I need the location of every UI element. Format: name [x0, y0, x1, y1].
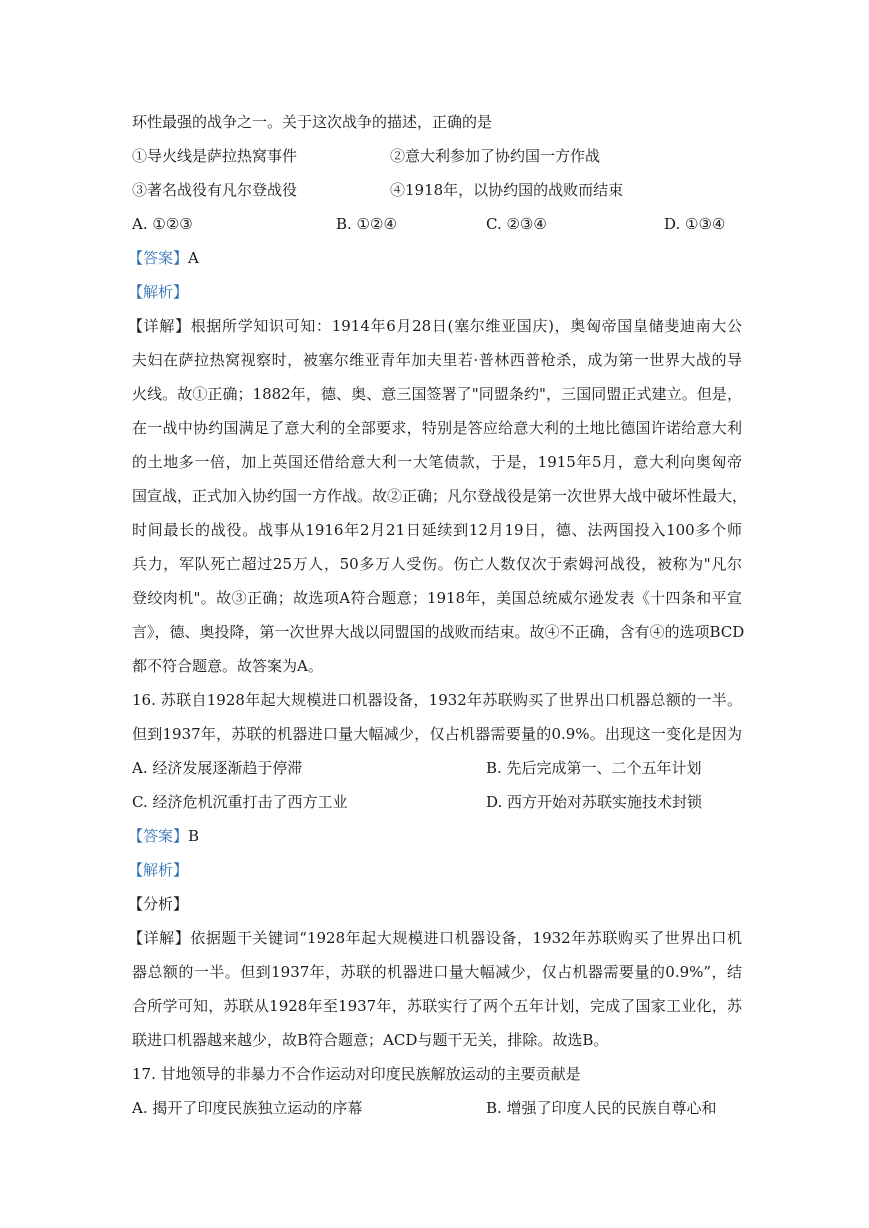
- q16-detail-line-3: 合所学可知，苏联从1928年至1937年，苏联实行了两个五年计划，完成了国家工业化，苏: [132, 997, 742, 1015]
- q15-answer-tag: 【答案】: [128, 249, 189, 267]
- q15-detail-tag: 【详解】: [128, 317, 191, 335]
- q16-detail-line-1: 【详解】依据题干关键词“1928年起大规模进口机器设备，1932年苏联购买了世界出口机: [128, 929, 742, 947]
- q15-detail-line-11: 都不符合题意。故答案为A。: [132, 657, 323, 675]
- q16-analysis-tag: 【解析】: [128, 861, 189, 879]
- q16-stem-line-2: 但到1937年，苏联的机器进口量大幅减少，仅占机器需要量的0.9%。出现这一变化是因为: [132, 725, 742, 743]
- q17-stem: 17. 甘地领导的非暴力不合作运动对印度民族解放运动的主要贡献是: [132, 1065, 581, 1083]
- q16-detail-tag: 【详解】: [128, 929, 191, 947]
- q15-option-d: D. ①③④: [664, 215, 726, 233]
- q16-answer-value: B: [188, 827, 200, 845]
- q17-option-a: A. 揭开了印度民族独立运动的序幕: [132, 1099, 363, 1117]
- q15-detail-line-2: 夫妇在萨拉热窝视察时，被塞尔维亚青年加夫里若·普林西普枪杀，成为第一世界大战的导: [132, 351, 742, 369]
- q15-option-b: B. ①②④: [336, 215, 397, 233]
- q15-detail-line-6: 国宣战，正式加入协约国一方作战。故②正确；凡尔登战役是第一次世界大战中破坏性最大，: [132, 487, 748, 505]
- q15-option-c: C. ②③④: [486, 215, 547, 233]
- q15-detail-line-9: 登绞肉机"。故③正确；故选项A符合题意；1918年，美国总统威尔逊发表《十四条和平宣: [132, 589, 742, 607]
- q15-detail-line-10: 言》，德、奥投降，第一次世界大战以同盟国的战败而结束。故④不正确，含有④的选项BCD: [132, 623, 745, 641]
- q15-statement-3: ③著名战役有凡尔登战役: [132, 181, 298, 199]
- q15-detail-line-4: 在一战中协约国满足了意大利的全部要求，特别是答应给意大利的土地比德国许诺给意大利: [132, 419, 742, 437]
- q16-option-a: A. 经济发展逐渐趋于停滞: [132, 759, 303, 777]
- q15-statement-2: ②意大利参加了协约国一方作战: [390, 147, 601, 165]
- q16-answer-tag: 【答案】: [128, 827, 189, 845]
- q16-stem-line-1: 16. 苏联自1928年起大规模进口机器设备，1932年苏联购买了世界出口机器总额的一半。: [132, 691, 742, 709]
- q15-analysis-tag: 【解析】: [128, 283, 189, 301]
- q16-option-c: C. 经济危机沉重打击了西方工业: [132, 793, 348, 811]
- q15-statement-1: ①导火线是萨拉热窝事件: [132, 147, 298, 165]
- q15-option-a: A. ①②③: [132, 215, 193, 233]
- q15-detail-line-5: 的土地多一倍，加上英国还借给意大利一大笔债款，于是，1915年5月，意大利向奥匈帝: [132, 453, 742, 471]
- q15-answer-value: A: [188, 249, 199, 267]
- q17-option-b: B. 增强了印度人民的民族自尊心和: [486, 1099, 717, 1117]
- q15-detail-line-3: 火线。故①正确；1882年，德、奥、意三国签署了"同盟条约"，三国同盟正式建立。但是，: [132, 385, 742, 403]
- q15-stem-tail: 环性最强的战争之一。关于这次战争的描述，正确的是: [132, 113, 493, 131]
- q16-detail-line-2: 器总额的一半。但到1937年，苏联的机器进口量大幅减少，仅占机器需要量的0.9%”，结: [132, 963, 742, 981]
- q15-statement-4: ④1918年，以协约国的战败而结束: [390, 181, 624, 199]
- q16-detail-line-4: 联进口机器越来越少，故B符合题意；ACD与题干无关，排除。故选B。: [132, 1031, 609, 1049]
- q16-answer: [128, 826, 199, 846]
- q16-option-d: D. 西方开始对苏联实施技术封锁: [486, 793, 703, 811]
- q15-detail-line-7: 时间最长的战役。战事从1916年2月21日延续到12月19日，德、法两国投入100多个师: [132, 521, 742, 539]
- q15-detail-line-8: 兵力，军队死亡超过25万人，50多万人受伤。伤亡人数仅次于索姆河战役，被称为"凡尔: [132, 555, 742, 573]
- q15-detail-line-1: 【详解】根据所学知识可知：1914年6月28日(塞尔维亚国庆)，奥匈帝国皇储斐迪南大公: [128, 317, 742, 335]
- q16-analyze-tag: 【分析】: [128, 895, 189, 913]
- q15-answer: [128, 248, 199, 268]
- q16-option-b: B. 先后完成第一、二个五年计划: [486, 759, 702, 777]
